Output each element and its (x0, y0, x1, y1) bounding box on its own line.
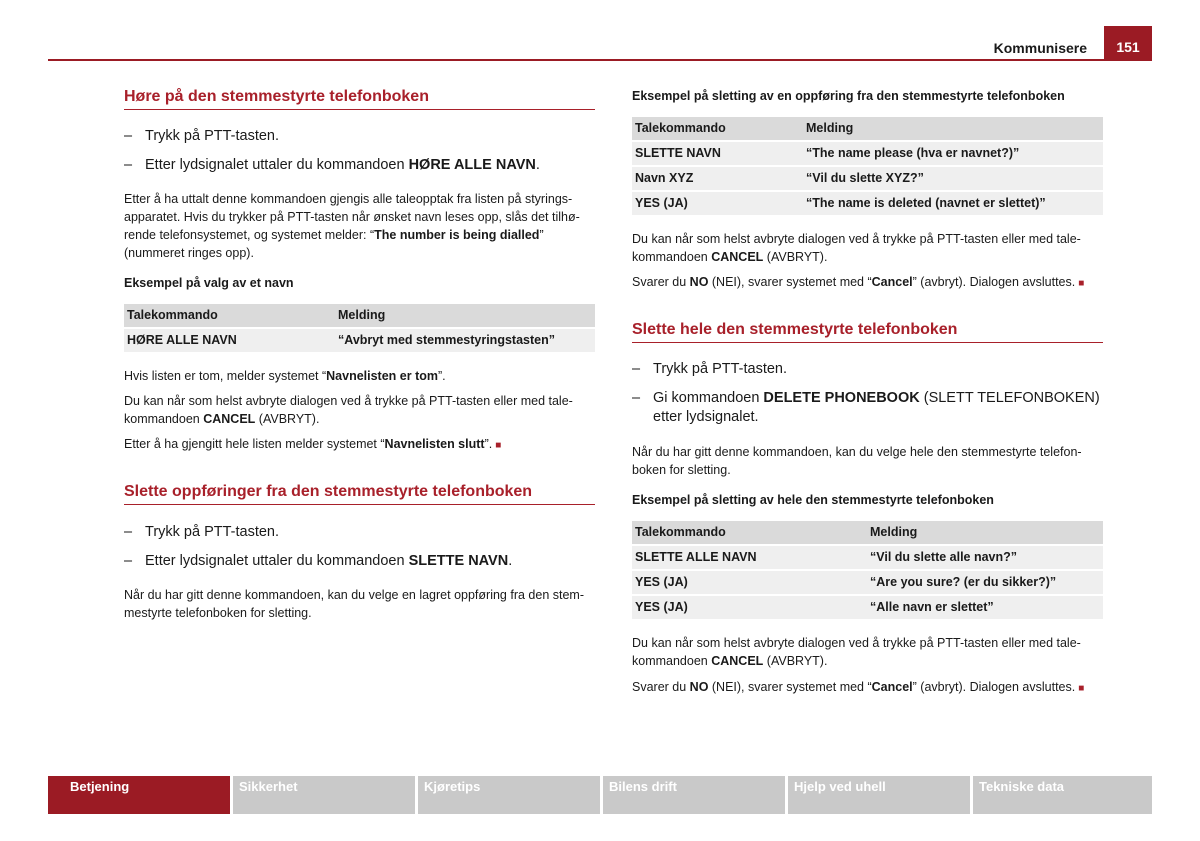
example-title: Eksempel på valg av et navn (124, 276, 294, 290)
example-title: Eksempel på sletting av en oppføring fra den stemmestyrte telefonboken (632, 89, 1065, 103)
paragraph: Svarer du NO (NEI), svarer systemet med “Cancel” (avbryt). Dialogen avsluttes. ■ (632, 275, 1085, 289)
table-header-row (632, 521, 1103, 544)
table-cell: SLETTE NAVN (632, 142, 803, 165)
table-cell: Navn XYZ (632, 167, 803, 190)
end-marker-icon: ■ (1078, 278, 1085, 289)
heading-listen-phonebook: Høre på den stemmestyrte telefonboken (124, 87, 595, 110)
command-table (632, 519, 1103, 621)
tab-hjelp-ved-uhell[interactable]: Hjelp ved uhell (788, 776, 970, 814)
section-title: Kommunisere (993, 40, 1087, 56)
table-cell: HØRE ALLE NAVN (124, 329, 335, 352)
command-table (632, 115, 1103, 217)
table-row (632, 546, 1103, 569)
table-cell: “The name is deleted (navnet er slettet)” (803, 192, 1103, 215)
table-cell: “Vil du slette alle navn?” (867, 546, 1103, 569)
paragraph: Når du har gitt denne kommandoen, kan du velge en lagret oppføring fra den stem-mestyrte telefonboken for sletting. (124, 588, 584, 620)
table-cell: SLETTE ALLE NAVN (632, 546, 867, 569)
tab-sikkerhet[interactable]: Sikkerhet (233, 776, 415, 814)
tab-bilens-drift[interactable]: Bilens drift (603, 776, 785, 814)
table-header: Talekommando (124, 304, 335, 327)
table-row (632, 596, 1103, 619)
table-header-row (124, 304, 595, 327)
paragraph: Du kan når som helst avbryte dialogen ved å trykke på PTT-tasten eller med tale-kommandoen CANCEL (AVBRYT). (124, 394, 573, 426)
page-number: 151 (1104, 26, 1152, 60)
paragraph: Hvis listen er tom, melder systemet “Navnelisten er tom”. (124, 369, 446, 383)
table-cell: YES (JA) (632, 596, 867, 619)
table-header-row (632, 117, 1103, 140)
tab-betjening[interactable]: Betjening (48, 776, 230, 814)
table-header: Melding (335, 304, 595, 327)
end-marker-icon: ■ (1078, 683, 1085, 694)
table-cell: YES (JA) (632, 192, 803, 215)
paragraph: Svarer du NO (NEI), svarer systemet med “Cancel” (avbryt). Dialogen avsluttes. ■ (632, 680, 1085, 694)
table-header: Talekommando (632, 521, 867, 544)
heading-delete-phonebook: Slette hele den stemmestyrte telefonboken (632, 320, 1103, 343)
paragraph: Etter å ha uttalt denne kommandoen gjengis alle taleopptak fra listen på styrings-apparatet. Hvis du trykker på PTT-tasten når ønsket navn leses opp, slås det tilhø-rende telefonsystemet, og systemet melder: “The number is being dialled” (nummeret ringes opp). (124, 192, 580, 260)
table-cell: “Are you sure? (er du sikker?)” (867, 571, 1103, 594)
example-title: Eksempel på sletting av hele den stemmestyrte telefonboken (632, 493, 994, 507)
table-header: Talekommando (632, 117, 803, 140)
header-rule (48, 59, 1152, 61)
table-row (632, 142, 1103, 165)
table-row (124, 329, 595, 352)
paragraph: Når du har gitt denne kommandoen, kan du velge hele den stemmestyrte telefon-boken for sletting. (632, 445, 1082, 477)
paragraph: Du kan når som helst avbryte dialogen ved å trykke på PTT-tasten eller med tale-kommandoen CANCEL (AVBRYT). (632, 232, 1081, 264)
footer-nav (48, 776, 1152, 814)
table-cell: “Vil du slette XYZ?” (803, 167, 1103, 190)
tab-kjoretips[interactable]: Kjøretips (418, 776, 600, 814)
table-header: Melding (803, 117, 1103, 140)
table-row (632, 192, 1103, 215)
paragraph: Du kan når som helst avbryte dialogen ved å trykke på PTT-tasten eller med tale-kommandoen CANCEL (AVBRYT). (632, 636, 1081, 668)
table-cell: “Alle navn er slettet” (867, 596, 1103, 619)
table-row (632, 167, 1103, 190)
table-header: Melding (867, 521, 1103, 544)
table-cell: “The name please (hva er navnet?)” (803, 142, 1103, 165)
paragraph: Etter å ha gjengitt hele listen melder systemet “Navnelisten slutt”. ■ (124, 437, 502, 451)
command-table (124, 302, 595, 354)
tab-tekniske-data[interactable]: Tekniske data (973, 776, 1152, 814)
table-cell: YES (JA) (632, 571, 867, 594)
heading-delete-entries: Slette oppføringer fra den stemmestyrte telefonboken (124, 482, 595, 505)
table-cell: “Avbryt med stemmestyringstasten” (335, 329, 595, 352)
table-row (632, 571, 1103, 594)
end-marker-icon: ■ (495, 440, 502, 451)
